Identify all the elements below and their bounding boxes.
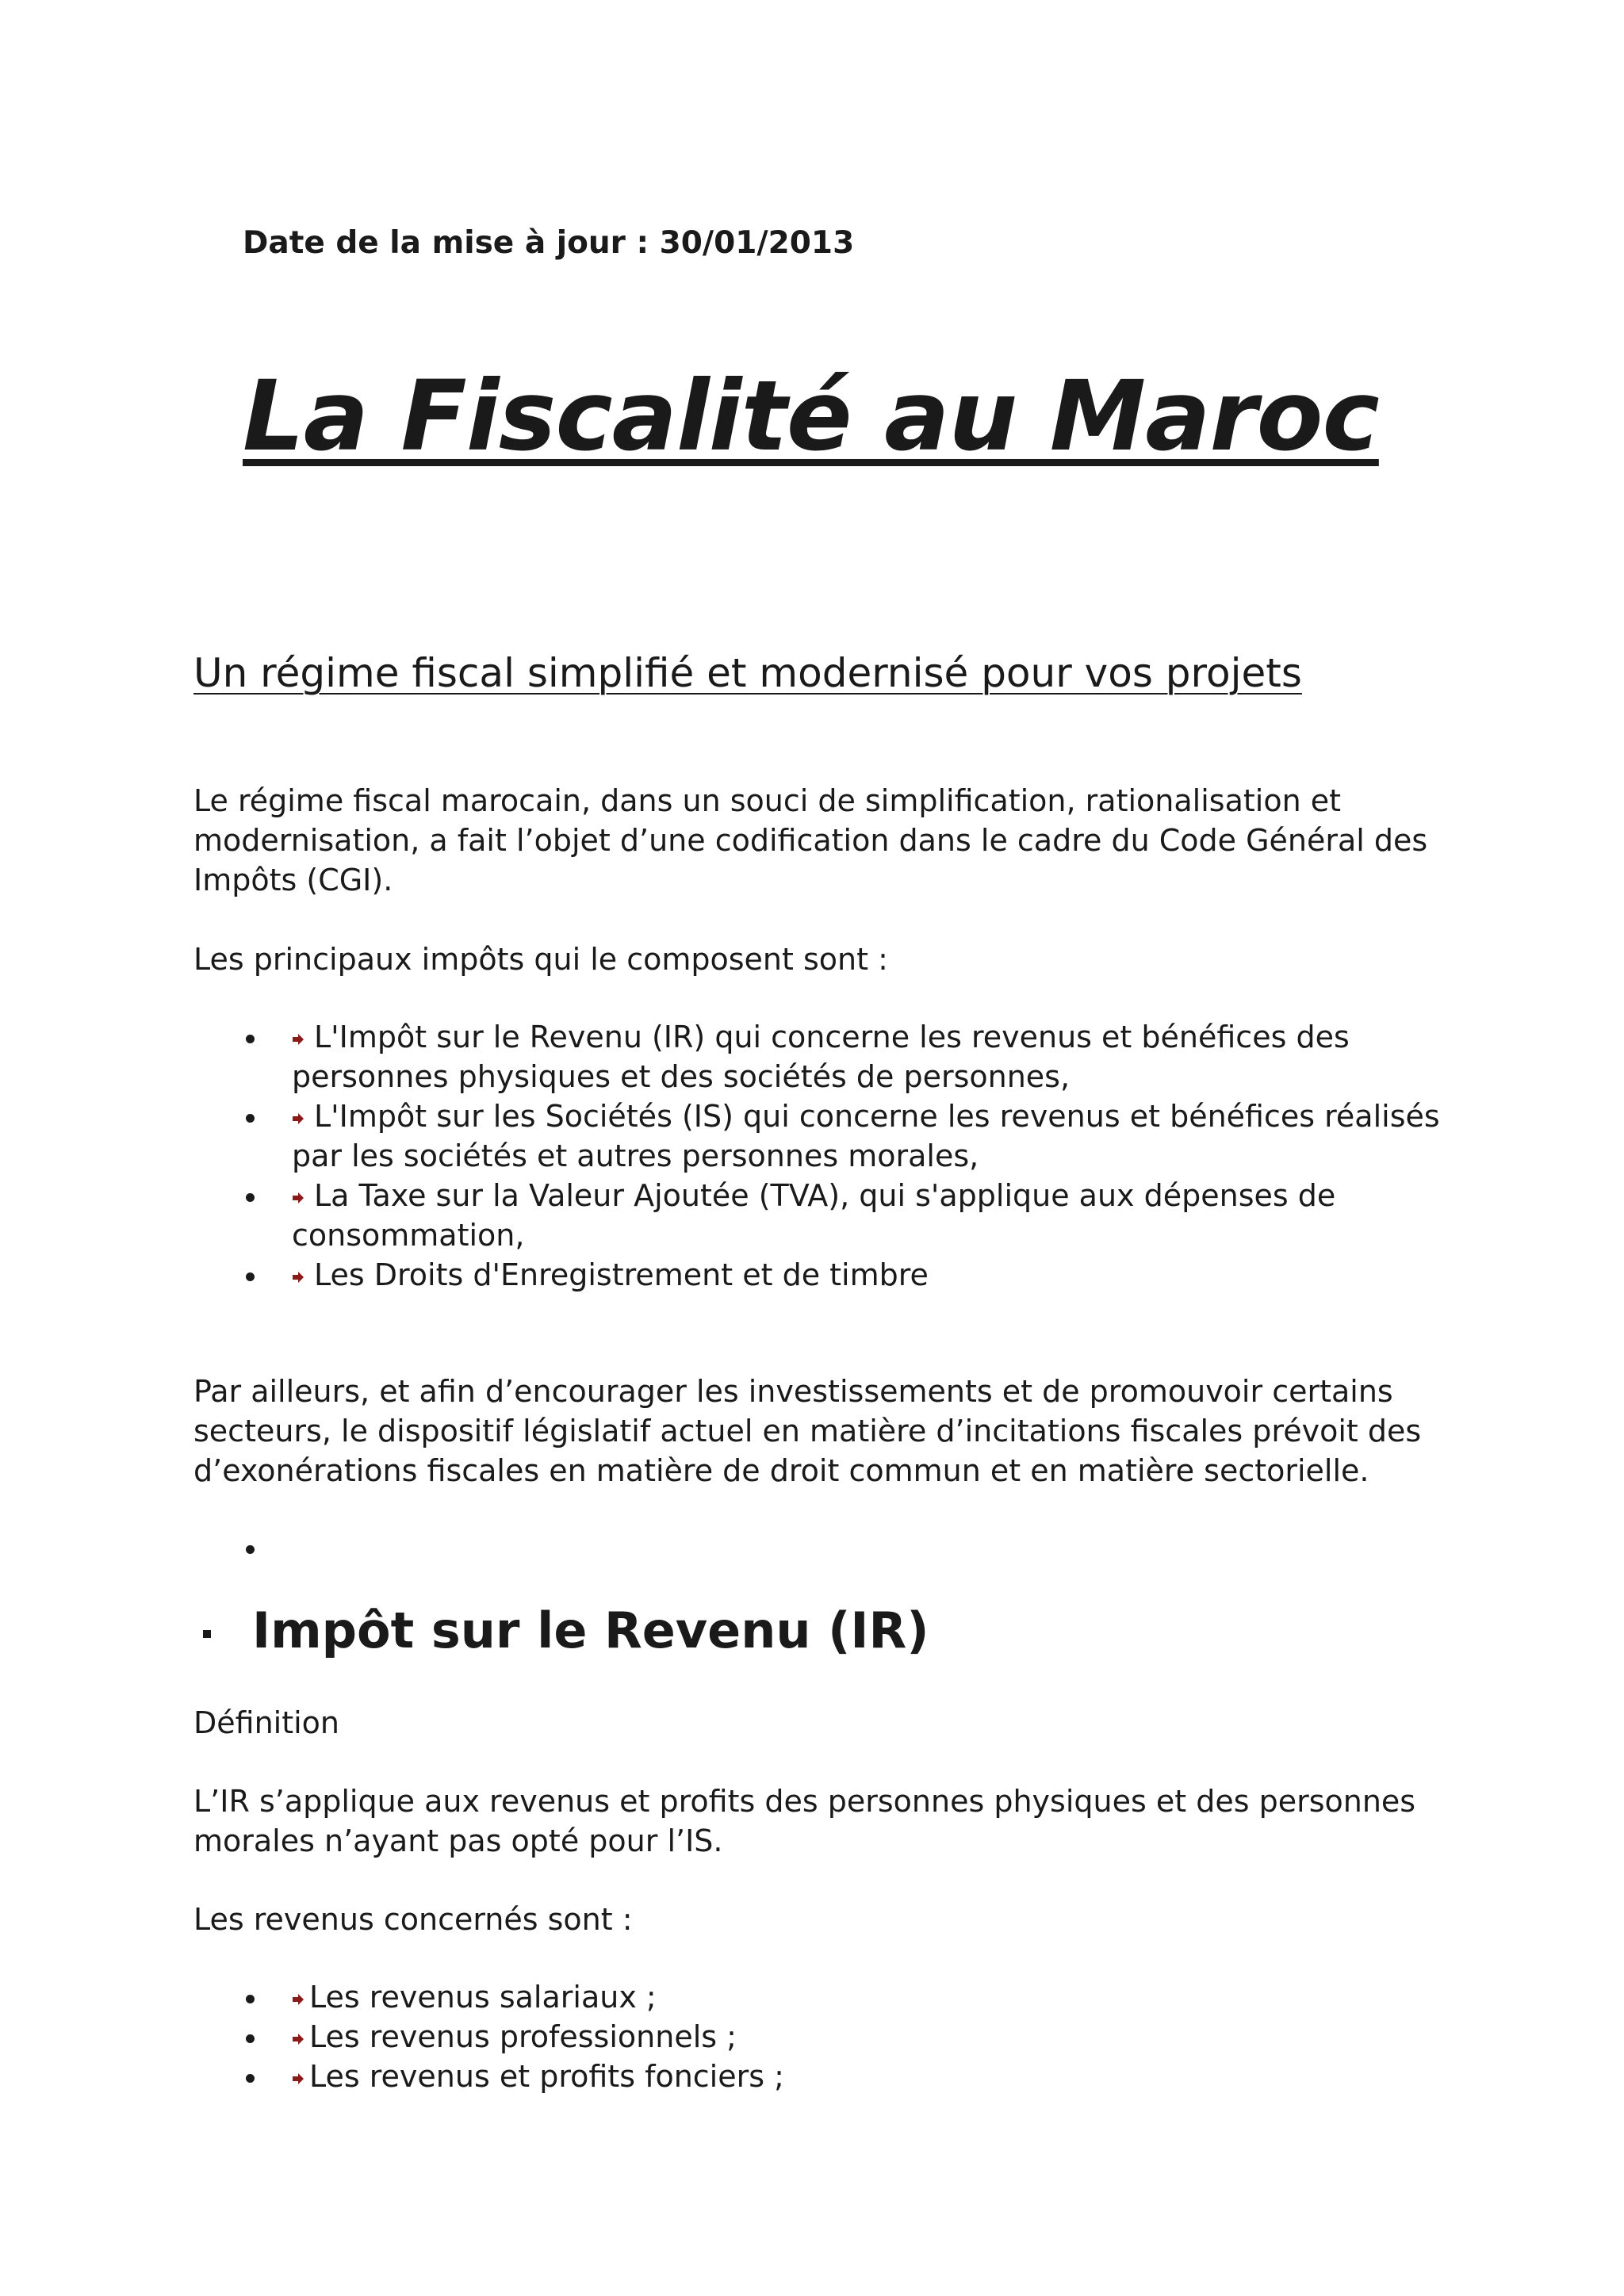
incentives-paragraph: Par ailleurs, et afin d’encourager les investissements et de promouvoir certains secteurs, le dispositif législatif actuel en matière d’incitations fiscales prévoit des d’exonérations fiscales en matière de droit commun et en matière sectorielle. [193,1374,1422,1488]
tax-item-text: L'Impôt sur le Revenu (IR) qui concerne les revenus et bénéfices des personnes physiques et des sociétés de personnes, [292,1020,1350,1094]
page-subtitle: Un régime fiscal simplifié et modernisé pour vos projets [193,650,1302,696]
revenues-list [193,1977,1478,2096]
bullet-dot-icon [246,1995,255,2003]
list-item [193,1176,1478,1255]
bullet-dot-icon [246,1272,255,1281]
list-item [193,2057,1478,2096]
list-item [193,1255,1478,1295]
section-heading-text: Impôt sur le Revenu (IR) [252,1601,929,1659]
list-item [193,1017,1478,1096]
bullet-dot-icon [246,1035,255,1043]
list-item [193,1977,1478,2017]
taxes-list [193,1017,1478,1295]
page-title: La Fiscalité au Maroc [243,360,1379,473]
section-heading-ir [193,1601,929,1659]
bullet-dot-icon [246,1193,255,1202]
intro-paragraph: Le régime fiscal marocain, dans un souci de simplification, rationalisation et modernisation, a fait l’objet d’une codification dans le cadre du Code Général des Impôts (CGI). [193,783,1428,897]
red-arrow-bullet-icon [292,1271,304,1284]
bullet-dot-icon [246,2034,255,2043]
red-arrow-bullet-icon [292,1993,304,2006]
red-arrow-bullet-icon [292,1033,304,1046]
revenues-lead: Les revenus concernés sont : [193,1902,633,1937]
square-bullet-icon [203,1630,211,1638]
definition-label: Définition [193,1705,340,1740]
empty-bullet-dot-icon [246,1545,255,1554]
tax-item-text: Les Droits d'Enregistrement et de timbre [314,1257,929,1292]
bullet-dot-icon [246,1114,255,1123]
revenue-item-text: Les revenus et profits fonciers ; [309,2059,784,2094]
red-arrow-bullet-icon [292,1112,304,1125]
taxes-lead: Les principaux impôts qui le composent sont : [193,942,888,977]
list-item [193,1096,1478,1176]
tax-item-text: La Taxe sur la Valeur Ajoutée (TVA), qui s'applique aux dépenses de consommation, [292,1178,1336,1253]
revenue-item-text: Les revenus professionnels ; [309,2019,737,2054]
definition-paragraph: L’IR s’applique aux revenus et profits des personnes physiques et des personnes morales n’ayant pas opté pour l’IS. [193,1784,1416,1858]
red-arrow-bullet-icon [292,2033,304,2045]
list-item [193,2017,1478,2057]
update-date: Date de la mise à jour : 30/01/2013 [243,225,855,261]
red-arrow-bullet-icon [292,2072,304,2085]
revenue-item-text: Les revenus salariaux ; [309,1980,657,2015]
tax-item-text: L'Impôt sur les Sociétés (IS) qui concerne les revenus et bénéfices réalisés par les sociétés et autres personnes morales, [292,1099,1440,1173]
bullet-dot-icon [246,2074,255,2083]
red-arrow-bullet-icon [292,1192,304,1204]
